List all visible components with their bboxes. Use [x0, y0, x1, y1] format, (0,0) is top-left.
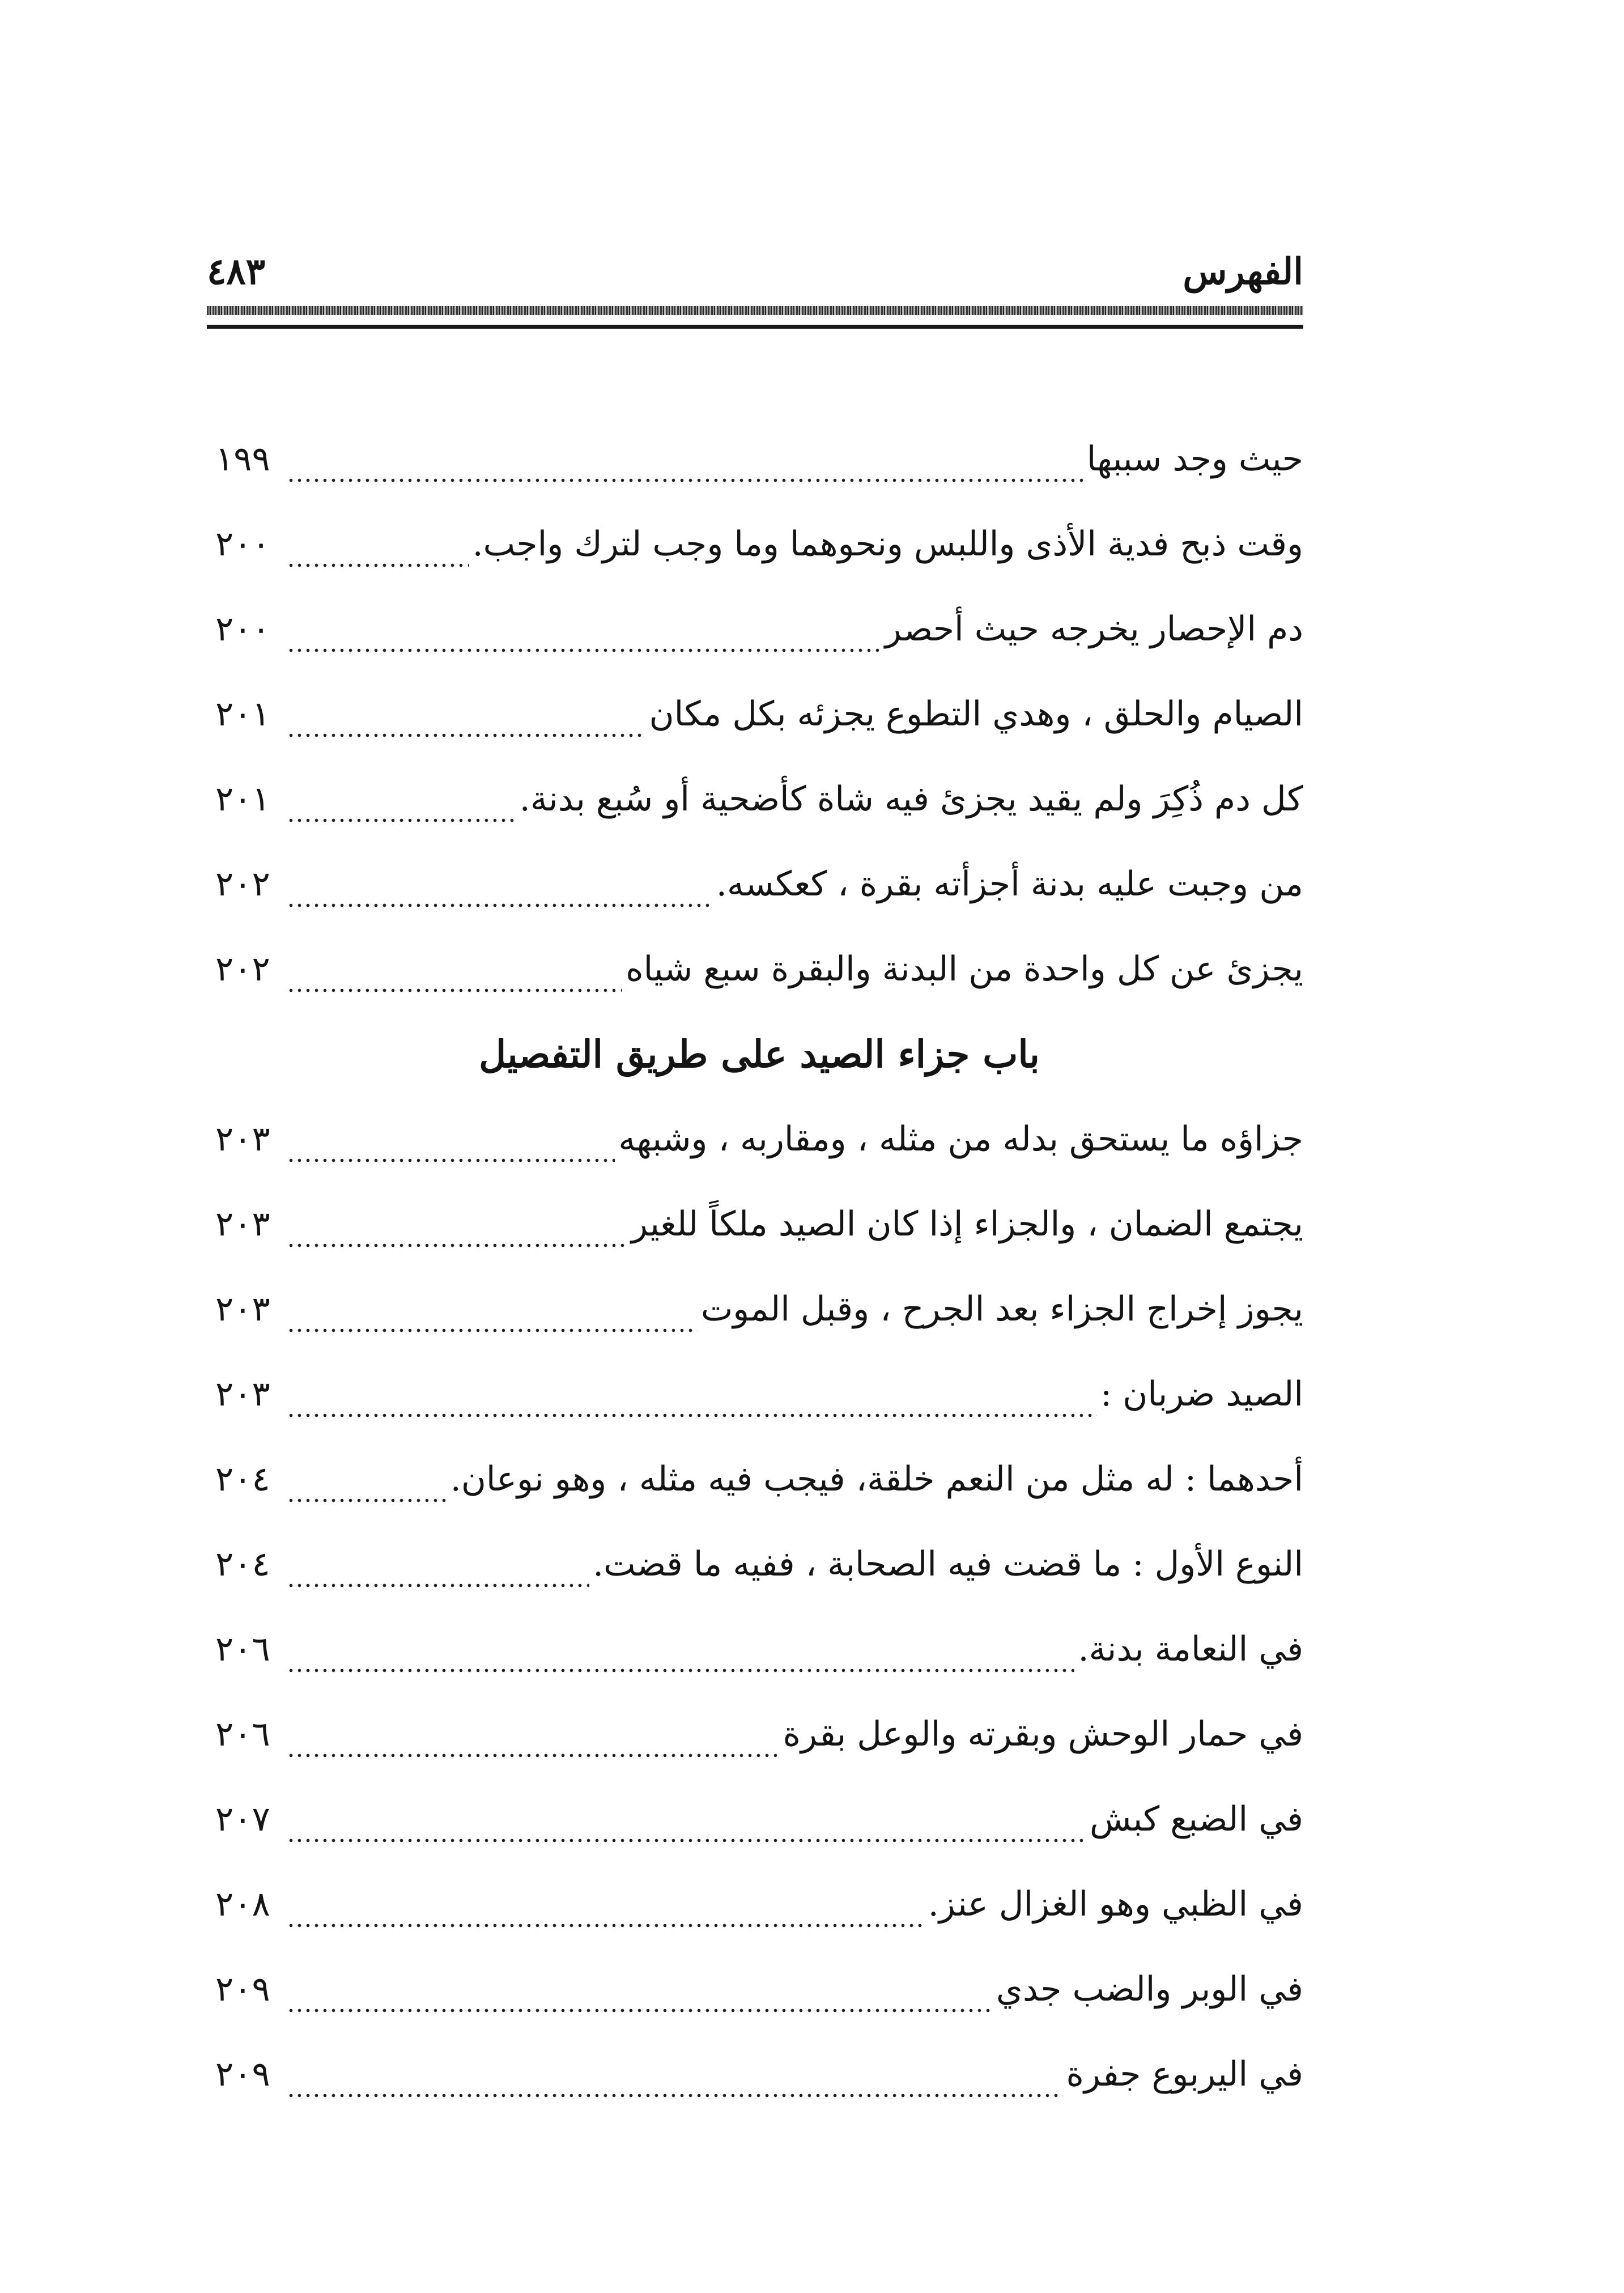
- toc-entry-page: ٢٠٣: [215, 1374, 270, 1414]
- toc-entry-text: أحدهما : له مثل من النعم خلقة، فيجب فيه مثله ، وهو نوعان.: [450, 1459, 1303, 1499]
- toc-entry: [215, 842, 1303, 927]
- toc-entry: [215, 1097, 1303, 1182]
- toc-entry-page: ٢٠٣: [215, 1119, 270, 1159]
- toc-entry: [215, 1182, 1303, 1267]
- dot-leader: [287, 757, 516, 842]
- toc-entry: [215, 672, 1303, 757]
- toc-entry-page: ٢٠٠: [215, 524, 270, 564]
- table-of-contents: [215, 417, 1303, 2117]
- dot-leader: [287, 842, 713, 927]
- dot-leader: [287, 1862, 925, 1947]
- dot-leader: [287, 927, 622, 1012]
- toc-entry-text: الصيام والحلق ، وهدي التطوع يجزئه بكل مكان: [649, 694, 1303, 734]
- toc-entry: [215, 1692, 1303, 1777]
- page-header: [207, 249, 1303, 295]
- dot-leader: [287, 1182, 628, 1267]
- toc-entry: [215, 1522, 1303, 1607]
- toc-entry-page: ٢٠٩: [215, 2054, 270, 2094]
- toc-entry-text: كل دم ذُكِرَ ولم يقيد يجزئ فيه شاة كأضحية أو سُبع بدنة.: [519, 779, 1303, 819]
- toc-entry-page: ٢٠٦: [215, 1629, 270, 1669]
- header-rule-thin: [207, 325, 1303, 329]
- toc-entry-page: ٢٠٩: [215, 1969, 270, 2009]
- toc-entry-text: حيث وجد سببها: [1086, 439, 1303, 479]
- toc-entry: [215, 502, 1303, 587]
- toc-entry: [215, 1352, 1303, 1437]
- toc-entry: [215, 587, 1303, 672]
- dot-leader: [287, 587, 882, 672]
- toc-entry-page: ٢٠١: [215, 779, 270, 819]
- toc-entry-text: في حمار الوحش وبقرته والوعل بقرة: [783, 1714, 1303, 1754]
- dot-leader: [287, 1352, 1097, 1437]
- toc-entry: [215, 2032, 1303, 2117]
- toc-entry-page: ٢٠١: [215, 694, 270, 734]
- toc-entry-text: في الوبر والضب جدي: [996, 1969, 1303, 2009]
- toc-entry: [215, 757, 1303, 842]
- toc-entry-page: ٢٠٦: [215, 1714, 270, 1754]
- toc-entry-text: من وجبت عليه بدنة أجزأته بقرة ، كعكسه.: [716, 864, 1303, 904]
- dot-leader: [287, 2032, 1063, 2117]
- header-rule: [207, 306, 1303, 315]
- toc-entry: [215, 1862, 1303, 1947]
- toc-entry-text: يجتمع الضمان ، والجزاء إذا كان الصيد ملكاً للغير: [631, 1204, 1303, 1244]
- toc-entry-text: في اليربوع جفرة: [1066, 2054, 1303, 2094]
- toc-entry-text: في الضبع كبش: [1089, 1799, 1303, 1839]
- toc-entry: [215, 417, 1303, 502]
- toc-entry: [215, 1607, 1303, 1692]
- toc-entry-page: ٢٠٢: [215, 949, 270, 989]
- toc-entry-text: النوع الأول : ما قضت فيه الصحابة ، ففيه ما قضت.: [593, 1544, 1303, 1584]
- dot-leader: [287, 1522, 589, 1607]
- section-heading: باب جزاء الصيد على طريق التفصيل: [479, 1032, 1040, 1076]
- dot-leader: [287, 1777, 1086, 1862]
- dot-leader: [287, 1437, 447, 1522]
- toc-entry-text: في النعامة بدنة.: [1078, 1629, 1303, 1669]
- toc-entry-page: ٢٠٤: [215, 1459, 270, 1499]
- dot-leader: [287, 1947, 993, 2032]
- dot-leader: [287, 502, 469, 587]
- header-page-number: ٤٨٣: [207, 250, 266, 293]
- toc-entry-page: ٢٠٣: [215, 1204, 270, 1244]
- toc-entry-page: ٢٠٤: [215, 1544, 270, 1584]
- toc-entry: [215, 927, 1303, 1012]
- dot-leader: [287, 417, 1083, 502]
- dot-leader: [287, 1267, 698, 1352]
- toc-entry-text: في الظبي وهو الغزال عنز.: [928, 1884, 1303, 1924]
- dot-leader: [287, 1692, 780, 1777]
- toc-entry-page: ١٩٩: [215, 439, 270, 479]
- toc-entry-text: يجزئ عن كل واحدة من البدنة والبقرة سبع شياه: [626, 949, 1303, 989]
- dot-leader: [287, 672, 646, 757]
- toc-entry: [215, 1437, 1303, 1522]
- toc-entry-page: ٢٠٢: [215, 864, 270, 904]
- toc-entry-page: ٢٠٨: [215, 1884, 270, 1924]
- toc-entry-text: دم الإحصار يخرجه حيث أحصر: [885, 609, 1303, 649]
- toc-entry-text: يجوز إخراج الجزاء بعد الجرح ، وقبل الموت: [700, 1289, 1303, 1329]
- dot-leader: [287, 1097, 615, 1182]
- toc-entry: [215, 1267, 1303, 1352]
- toc-entry-page: ٢٠٧: [215, 1799, 270, 1839]
- toc-entry: [215, 1777, 1303, 1862]
- toc-entry-text: جزاؤه ما يستحق بدله من مثله ، ومقاربه ، وشبهه: [618, 1119, 1303, 1159]
- dot-leader: [287, 1607, 1074, 1692]
- toc-entry-page: ٢٠٠: [215, 609, 270, 649]
- toc-entry-text: الصيد ضربان :: [1100, 1374, 1303, 1414]
- toc-entry-text: وقت ذبح فدية الأذى واللبس ونحوهما وما وجب لترك واجب.: [472, 524, 1303, 564]
- toc-entry-page: ٢٠٣: [215, 1289, 270, 1329]
- header-title: الفهرس: [1183, 250, 1303, 293]
- toc-entry: [215, 1947, 1303, 2032]
